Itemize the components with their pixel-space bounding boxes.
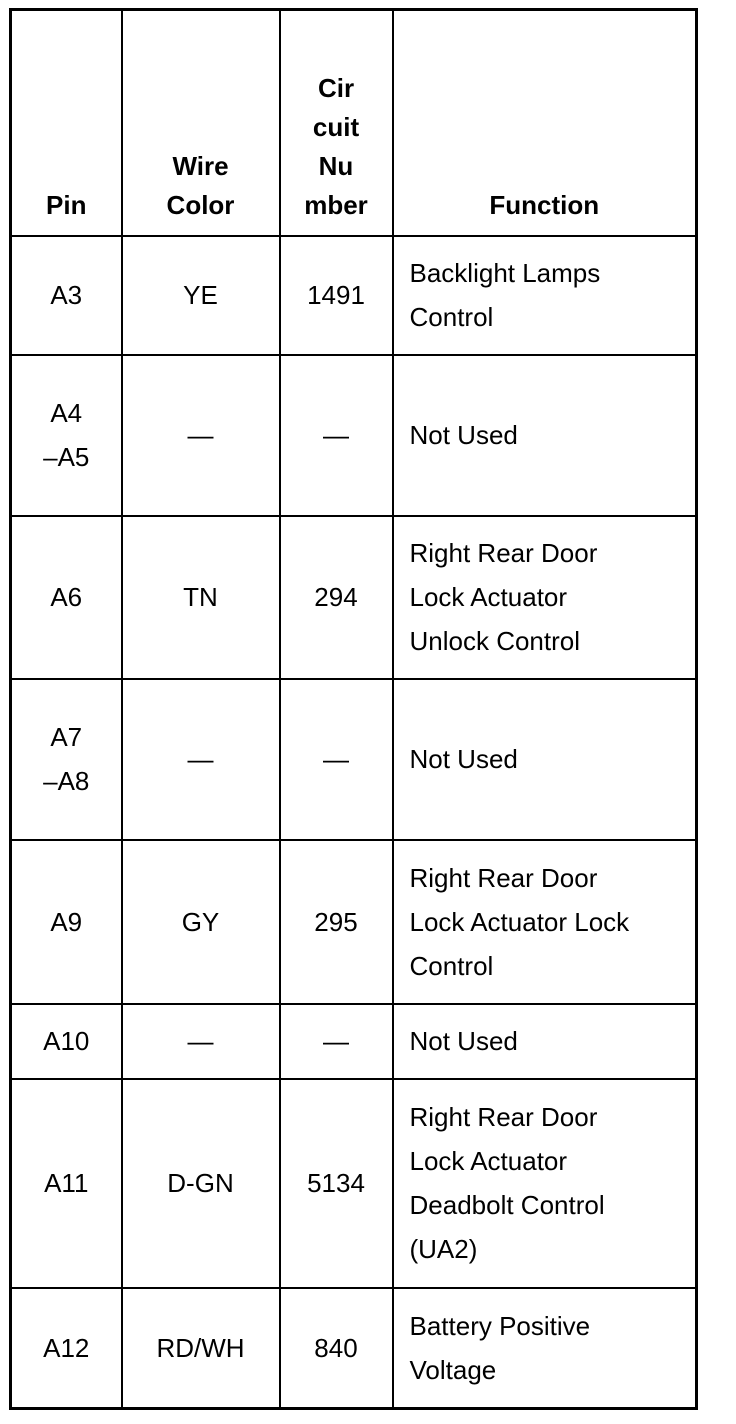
cell-pin: A9 [11,840,122,1004]
cell-wire-color: GY [122,840,280,1004]
cell-wire-color: RD/WH [122,1288,280,1409]
table-row [11,1004,697,1079]
cell-wire-color: D-GN [122,1079,280,1288]
cell-function: Battery Positive Voltage [393,1288,697,1409]
table-row [11,1079,697,1288]
table-row [11,355,697,516]
table-row [11,236,697,355]
cell-function: Right Rear Door Lock Actuator Lock Control [393,840,697,1004]
cell-function: Right Rear Door Lock Actuator Unlock Control [393,516,697,679]
cell-wire-color: — [122,355,280,516]
table-row [11,679,697,840]
cell-wire-color: TN [122,516,280,679]
cell-pin: A4 –A5 [11,355,122,516]
cell-pin: A7 –A8 [11,679,122,840]
header-function: Function [393,10,697,236]
cell-wire-color: YE [122,236,280,355]
table-row [11,516,697,679]
cell-circuit-number: — [280,1004,393,1079]
cell-circuit-number: 294 [280,516,393,679]
cell-function: Not Used [393,355,697,516]
header-pin: Pin [11,10,122,236]
table-row [11,1288,697,1409]
header-wire-color: Wire Color [122,10,280,236]
cell-function: Backlight Lamps Control [393,236,697,355]
table-row [11,840,697,1004]
cell-circuit-number: 1491 [280,236,393,355]
cell-pin: A6 [11,516,122,679]
cell-pin: A11 [11,1079,122,1288]
cell-wire-color: — [122,679,280,840]
cell-circuit-number: 840 [280,1288,393,1409]
cell-circuit-number: 5134 [280,1079,393,1288]
cell-circuit-number: 295 [280,840,393,1004]
cell-function: Not Used [393,679,697,840]
cell-circuit-number: — [280,355,393,516]
cell-pin: A3 [11,236,122,355]
cell-function: Right Rear Door Lock Actuator Deadbolt Control (UA2) [393,1079,697,1288]
cell-circuit-number: — [280,679,393,840]
header-row [11,10,697,236]
cell-function: Not Used [393,1004,697,1079]
header-circuit-number: Cir cuit Nu mber [280,10,393,236]
cell-pin: A12 [11,1288,122,1409]
cell-pin: A10 [11,1004,122,1079]
connector-pinout-table [9,8,698,1410]
cell-wire-color: — [122,1004,280,1079]
